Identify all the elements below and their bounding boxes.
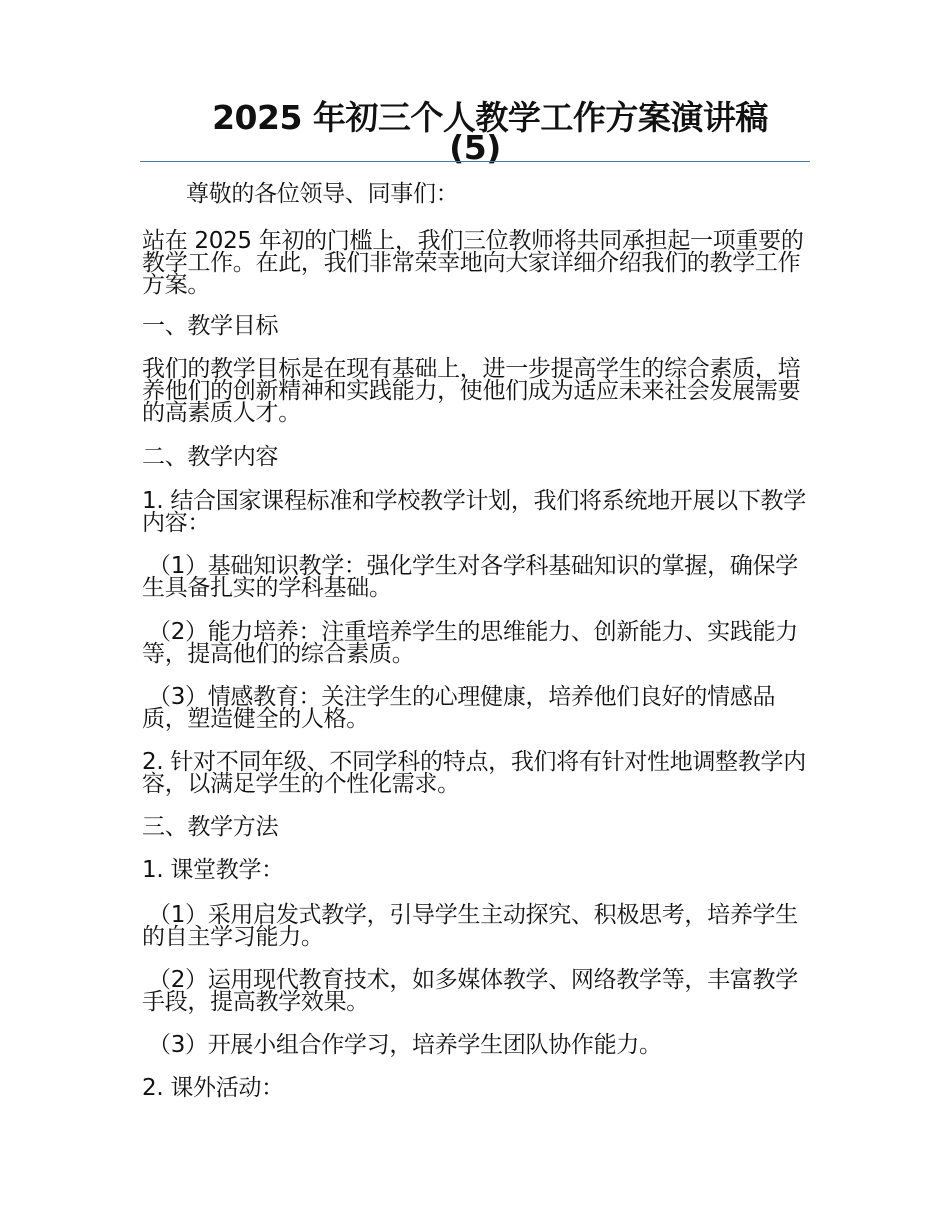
intro-paragraph: 站在 2025 年初的门槛上，我们三位教师将共同承担起一项重要的教学工作。在此，我们非常荣幸地向大家详细介绍我们的教学工作方案。 xyxy=(142,228,804,298)
title-line-2: (5) xyxy=(449,128,501,167)
goals-paragraph: 我们的教学目标是在现有基础上，进一步提高学生的综合素质，培养他们的创新精神和实践能力，使他们成为适应未来社会发展需要的高素质人才。 xyxy=(142,356,801,426)
title-line-1: 2025 年初三个人教学工作方案演讲稿 xyxy=(212,98,768,137)
greeting: 尊敬的各位领导、同事们： xyxy=(186,181,459,207)
content-subitem-3: （3）情感教育：关注学生的心理健康，培养他们良好的情感品质，塑造健全的人格。 xyxy=(142,684,776,732)
content-item-2: 2. 针对不同年级、不同学科的特点，我们将有针对性地调整教学内容，以满足学生的个性化需求。 xyxy=(142,749,806,797)
title-underline xyxy=(140,161,810,162)
content-subitem-2: （2）能力培养：注重培养学生的思维能力、创新能力、实践能力等，提高他们的综合素质。 xyxy=(142,619,798,667)
methods-item-1: 1. 课堂教学： xyxy=(142,857,284,883)
methods-subitem-1: （1）采用启发式教学，引导学生主动探究、积极思考，培养学生的自主学习能力。 xyxy=(142,902,798,950)
methods-subitem-3: （3）开展小组合作学习，培养学生团队协作能力。 xyxy=(148,1032,662,1058)
section-heading-methods: 三、教学方法 xyxy=(142,814,279,840)
content-item-1: 1. 结合国家课程标准和学校教学计划，我们将系统地开展以下教学内容： xyxy=(142,488,806,536)
section-heading-goals: 一、教学目标 xyxy=(142,313,279,339)
methods-subitem-2: （2）运用现代教育技术，如多媒体教学、网络教学等，丰富教学手段，提高教学效果。 xyxy=(142,967,798,1015)
document-title xyxy=(140,98,810,167)
section-heading-content: 二、教学内容 xyxy=(142,444,279,470)
methods-item-2: 2. 课外活动： xyxy=(142,1075,284,1101)
content-subitem-1: （1）基础知识教学：强化学生对各学科基础知识的掌握，确保学生具备扎实的学科基础。 xyxy=(142,553,798,601)
